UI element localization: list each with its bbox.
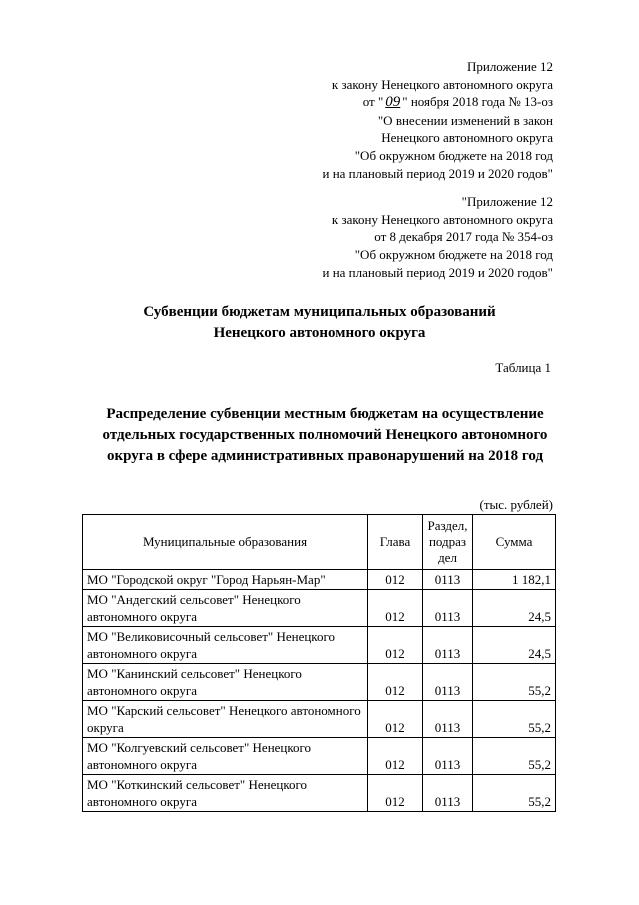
row-sum: 24,5 <box>473 627 556 664</box>
header-name: Муниципальные образования <box>83 515 368 570</box>
table-row <box>83 738 556 775</box>
row-name: МО "Андегский сельсовет" Ненецкого автономного округа <box>83 590 368 627</box>
row-chapter: 012 <box>368 701 423 738</box>
row-section: 0113 <box>423 627 473 664</box>
header-line-date <box>213 93 553 112</box>
date-suffix: " ноября 2018 года № 13-оз <box>402 94 553 110</box>
row-section: 0113 <box>423 664 473 701</box>
header-section-line: дел <box>438 550 457 565</box>
table-title <box>80 404 570 467</box>
header-section <box>423 515 473 570</box>
row-chapter: 012 <box>368 738 423 775</box>
handwritten-day: 09 <box>385 94 401 111</box>
subtitle-line: округа в сфере административных правонарушений на 2018 год <box>106 448 544 464</box>
title-line: Субвенции бюджетам муниципальных образований <box>143 304 496 320</box>
row-section: 0113 <box>423 775 473 812</box>
row-chapter: 012 <box>368 664 423 701</box>
row-chapter: 012 <box>368 570 423 590</box>
header-line: "Об окружном бюджете на 2018 год <box>354 147 553 163</box>
table-header-row <box>83 515 556 570</box>
row-name: МО "Канинский сельсовет" Ненецкого автономного округа <box>83 664 368 701</box>
row-chapter: 012 <box>368 627 423 664</box>
header-line: к закону Ненецкого автономного округа <box>331 211 553 227</box>
appendix-header <box>213 58 553 281</box>
header-line: "О внесении изменений в закон <box>377 112 553 128</box>
table-row <box>83 664 556 701</box>
title-line: Ненецкого автономного округа <box>213 325 426 341</box>
header-line: Приложение 12 <box>466 59 553 74</box>
header-line: и на плановый период 2019 и 2020 годов" <box>322 165 553 181</box>
header-line: от 8 декабря 2017 года № 354-оз <box>374 229 553 245</box>
row-sum: 24,5 <box>473 590 556 627</box>
row-chapter: 012 <box>368 590 423 627</box>
header-line: к закону Ненецкого автономного округа <box>331 76 553 92</box>
table-row <box>83 627 556 664</box>
date-prefix: от " <box>362 94 384 110</box>
header-line: "Об окружном бюджете на 2018 год <box>354 246 553 262</box>
row-name: МО "Великовисочный сельсовет" Ненецкого автономного округа <box>83 627 368 664</box>
table-row <box>83 590 556 627</box>
row-section: 0113 <box>423 570 473 590</box>
subvention-table <box>82 514 556 812</box>
row-sum: 55,2 <box>473 701 556 738</box>
row-name: МО "Городской округ "Город Нарьян-Мар" <box>83 570 368 590</box>
table-row <box>83 775 556 812</box>
table-row <box>83 701 556 738</box>
row-name: МО "Коткинский сельсовет" Ненецкого автономного округа <box>83 775 368 812</box>
header-line: "Приложение 12 <box>461 194 553 210</box>
table-row <box>83 570 556 590</box>
header-chapter: Глава <box>368 515 423 570</box>
row-sum: 55,2 <box>473 775 556 812</box>
table-number: Таблица 1 <box>495 360 551 375</box>
row-name: МО "Карский сельсовет" Ненецкого автономного округа <box>83 701 368 738</box>
row-sum: 1 182,1 <box>473 570 556 590</box>
row-section: 0113 <box>423 590 473 627</box>
row-sum: 55,2 <box>473 738 556 775</box>
row-chapter: 012 <box>368 775 423 812</box>
header-line: и на плановый период 2019 и 2020 годов" <box>322 264 553 280</box>
header-sum: Сумма <box>473 515 556 570</box>
spacer <box>213 182 553 193</box>
document-title <box>0 302 639 344</box>
header-section-line: подраз <box>428 534 467 549</box>
row-sum: 55,2 <box>473 664 556 701</box>
row-section: 0113 <box>423 738 473 775</box>
row-section: 0113 <box>423 701 473 738</box>
header-section-line: Раздел, <box>427 518 468 533</box>
units-label: (тыс. рублей) <box>479 497 553 512</box>
row-name: МО "Колгуевский сельсовет" Ненецкого автономного округа <box>83 738 368 775</box>
subtitle-line: отдельных государственных полномочий Ненецкого автономного <box>102 427 548 443</box>
header-line: Ненецкого автономного округа <box>381 130 553 146</box>
subtitle-line: Распределение субвенции местным бюджетам на осуществление <box>106 406 544 422</box>
